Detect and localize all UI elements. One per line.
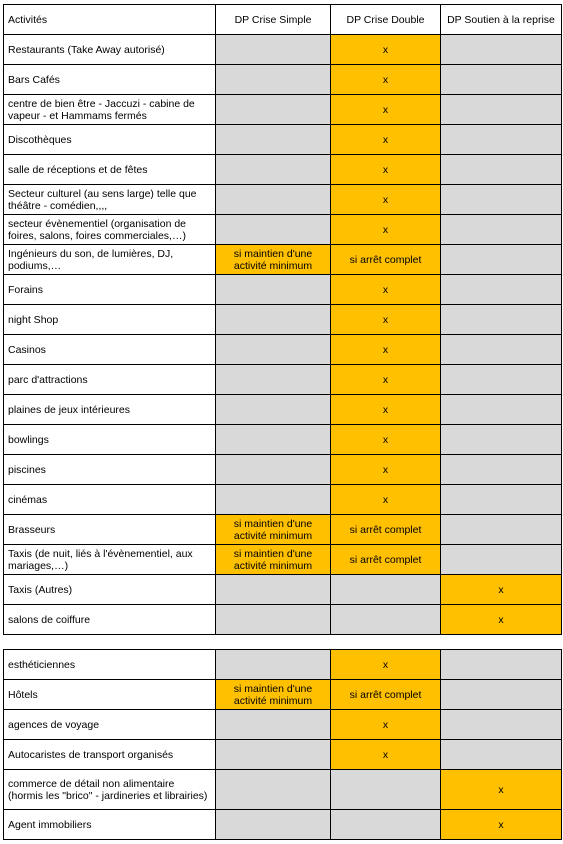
activity-label: [4, 335, 216, 365]
table-row: [4, 65, 562, 95]
empty-cell: [441, 650, 562, 680]
status-cell: [331, 515, 441, 545]
empty-cell: [441, 740, 562, 770]
empty-cell: [441, 305, 562, 335]
activity-label: [4, 155, 216, 185]
activity-label-text: plaines de jeux intérieures: [8, 403, 130, 416]
activity-label: [4, 275, 216, 305]
status-cell: [331, 125, 441, 155]
empty-cell: [216, 365, 331, 395]
status-cell: [331, 710, 441, 740]
empty-cell: [441, 425, 562, 455]
empty-cell: [216, 185, 331, 215]
status-cell: [331, 155, 441, 185]
status-cell: [331, 305, 441, 335]
status-cell: [331, 275, 441, 305]
status-cell-text: x: [498, 818, 504, 831]
table-row: [4, 275, 562, 305]
empty-cell: [441, 335, 562, 365]
table-row: [4, 395, 562, 425]
status-cell-text: x: [382, 403, 389, 416]
empty-cell: [216, 155, 331, 185]
activity-label: [4, 485, 216, 515]
activity-label: [4, 740, 216, 770]
status-cell-text: si arrêt complet: [349, 253, 422, 266]
table-row: [4, 740, 562, 770]
header-soutien-reprise: [441, 5, 562, 35]
status-cell: [331, 365, 441, 395]
activity-label-text: night Shop: [8, 313, 59, 326]
status-cell: [216, 545, 331, 575]
table-row: [4, 810, 562, 840]
status-cell-text: x: [382, 163, 389, 176]
status-cell: [216, 515, 331, 545]
header-crise-simple-text: DP Crise Simple: [234, 13, 312, 26]
activity-label-text: salle de réceptions et de fêtes: [8, 163, 148, 176]
status-cell: [441, 605, 562, 635]
status-cell: [441, 770, 562, 810]
activity-label-text: commerce de détail non alimentaire (hormis les "brico" - jardineries et librairies): [8, 777, 208, 802]
empty-cell: [216, 335, 331, 365]
empty-cell: [216, 395, 331, 425]
activity-label-text: cinémas: [8, 493, 48, 506]
activity-label-text: Taxis (Autres): [8, 583, 73, 596]
activity-label-text: salons de coiffure: [8, 613, 91, 626]
empty-cell: [441, 155, 562, 185]
activity-label: [4, 215, 216, 245]
empty-cell: [216, 215, 331, 245]
table-row: [4, 35, 562, 65]
status-cell-text: si maintien d'une activité minimum: [233, 517, 313, 542]
table-row: [4, 425, 562, 455]
status-cell-text: si maintien d'une activité minimum: [233, 247, 313, 272]
status-cell-text: si maintien d'une activité minimum: [233, 682, 313, 707]
activity-label-text: Autocaristes de transport organisés: [8, 748, 174, 761]
status-cell-text: x: [382, 193, 389, 206]
table-row: [4, 455, 562, 485]
activity-label: [4, 125, 216, 155]
activity-label: [4, 185, 216, 215]
status-cell: [441, 575, 562, 605]
empty-cell: [331, 810, 441, 840]
activity-label: [4, 305, 216, 335]
activity-label: [4, 810, 216, 840]
table-row: [4, 185, 562, 215]
empty-cell: [441, 245, 562, 275]
table-row: [4, 485, 562, 515]
activity-label: [4, 245, 216, 275]
empty-cell: [441, 365, 562, 395]
status-cell-text: x: [498, 583, 504, 596]
empty-cell: [441, 65, 562, 95]
status-cell: [331, 185, 441, 215]
activity-label-text: piscines: [8, 463, 46, 476]
header-crise-simple: [216, 5, 331, 35]
status-cell: [331, 650, 441, 680]
activity-label-text: Ingénieurs du son, de lumières, DJ, podiums,…: [8, 247, 174, 272]
activity-label-text: Taxis (de nuit, liés à l'évènementiel, aux mariages,…): [8, 547, 193, 572]
activity-label-text: Casinos: [8, 343, 46, 356]
status-cell: [331, 425, 441, 455]
empty-cell: [216, 125, 331, 155]
empty-cell: [441, 215, 562, 245]
status-cell: [331, 245, 441, 275]
activity-label: [4, 680, 216, 710]
empty-cell: [216, 305, 331, 335]
empty-cell: [216, 275, 331, 305]
activity-label: [4, 35, 216, 65]
empty-cell: [331, 770, 441, 810]
status-cell: [331, 485, 441, 515]
activity-label: [4, 365, 216, 395]
activity-label: [4, 605, 216, 635]
activity-label-text: Hôtels: [8, 688, 38, 701]
table-row: [4, 575, 562, 605]
activity-label-text: Restaurants (Take Away autorisé): [8, 43, 165, 56]
empty-cell: [216, 770, 331, 810]
table-row: [4, 305, 562, 335]
header-crise-double: [331, 5, 441, 35]
activity-label: [4, 545, 216, 575]
activity-label-text: Bars Cafés: [8, 73, 60, 86]
header-activites-text: Activités: [8, 13, 48, 26]
empty-cell: [216, 740, 331, 770]
table-row: [4, 155, 562, 185]
status-cell-text: si maintien d'une activité minimum: [233, 547, 313, 572]
empty-cell: [216, 810, 331, 840]
status-cell-text: x: [382, 748, 389, 761]
empty-cell: [216, 485, 331, 515]
status-cell-text: x: [382, 433, 389, 446]
status-cell: [441, 810, 562, 840]
empty-cell: [331, 605, 441, 635]
status-cell-text: x: [382, 493, 389, 506]
activity-label-text: bowlings: [8, 433, 49, 446]
status-cell: [331, 335, 441, 365]
empty-cell: [216, 35, 331, 65]
table-row: [4, 605, 562, 635]
table-row: [4, 215, 562, 245]
activity-label: [4, 425, 216, 455]
status-cell-text: x: [382, 658, 389, 671]
activity-label-text: Brasseurs: [8, 523, 56, 536]
status-cell-text: x: [382, 313, 389, 326]
empty-cell: [216, 65, 331, 95]
table-row: [4, 245, 562, 275]
activity-label-text: secteur évènementiel (organisation de foires, salons, foires commerciales,…): [8, 217, 187, 242]
table-row: [4, 650, 562, 680]
empty-cell: [331, 575, 441, 605]
activity-label: [4, 515, 216, 545]
empty-cell: [216, 425, 331, 455]
empty-cell: [216, 95, 331, 125]
activity-label: [4, 770, 216, 810]
status-cell: [331, 65, 441, 95]
status-cell-text: x: [382, 343, 389, 356]
table-row: [4, 95, 562, 125]
empty-cell: [441, 485, 562, 515]
activity-label: [4, 650, 216, 680]
activity-label-text: Discothèques: [8, 133, 72, 146]
empty-cell: [216, 605, 331, 635]
status-cell-text: x: [382, 73, 389, 86]
activity-label-text: Secteur culturel (au sens large) telle que théâtre - comédien,,,,: [8, 187, 197, 212]
table-row: [4, 680, 562, 710]
activities-table-continued: [3, 649, 562, 840]
header-activites: [4, 5, 216, 35]
status-cell: [331, 740, 441, 770]
activity-label-text: Agent immobiliers: [8, 818, 92, 831]
status-cell: [331, 455, 441, 485]
activities-table: [3, 4, 562, 635]
empty-cell: [441, 125, 562, 155]
activity-label: [4, 455, 216, 485]
empty-cell: [216, 455, 331, 485]
status-cell-text: x: [382, 103, 389, 116]
activity-label: [4, 65, 216, 95]
status-cell-text: x: [498, 613, 504, 626]
status-cell-text: x: [382, 283, 389, 296]
header-row: [4, 5, 562, 35]
status-cell: [216, 680, 331, 710]
table-row: [4, 710, 562, 740]
activity-label-text: esthéticiennes: [8, 658, 76, 671]
header-crise-double-text: DP Crise Double: [346, 13, 425, 26]
empty-cell: [441, 710, 562, 740]
activity-label-text: parc d'attractions: [8, 373, 88, 386]
empty-cell: [216, 650, 331, 680]
status-cell-text: x: [382, 223, 389, 236]
status-cell-text: si arrêt complet: [349, 523, 422, 536]
table-row: [4, 365, 562, 395]
status-cell-text: x: [382, 718, 389, 731]
activity-label-text: agences de voyage: [8, 718, 100, 731]
table-row: [4, 545, 562, 575]
empty-cell: [441, 545, 562, 575]
header-soutien-reprise-text: DP Soutien à la reprise: [447, 13, 555, 26]
status-cell-text: si arrêt complet: [349, 688, 422, 701]
activity-label: [4, 575, 216, 605]
table-row: [4, 770, 562, 810]
status-cell-text: x: [382, 373, 389, 386]
activity-label: [4, 710, 216, 740]
status-cell: [331, 35, 441, 65]
status-cell: [331, 545, 441, 575]
empty-cell: [441, 35, 562, 65]
table-row: [4, 335, 562, 365]
empty-cell: [441, 455, 562, 485]
empty-cell: [441, 185, 562, 215]
activity-label: [4, 95, 216, 125]
status-cell: [331, 395, 441, 425]
status-cell: [216, 245, 331, 275]
empty-cell: [441, 275, 562, 305]
empty-cell: [441, 515, 562, 545]
activity-label: [4, 395, 216, 425]
status-cell-text: x: [498, 783, 504, 796]
status-cell-text: x: [382, 43, 389, 56]
empty-cell: [441, 680, 562, 710]
status-cell-text: x: [382, 463, 389, 476]
empty-cell: [441, 95, 562, 125]
empty-cell: [441, 395, 562, 425]
status-cell-text: x: [382, 133, 389, 146]
empty-cell: [216, 575, 331, 605]
status-cell: [331, 215, 441, 245]
activity-label-text: Forains: [8, 283, 44, 296]
table-row: [4, 515, 562, 545]
activity-label-text: centre de bien être - Jaccuzi - cabine de vapeur - et Hammams fermés: [8, 97, 195, 122]
status-cell: [331, 680, 441, 710]
status-cell: [331, 95, 441, 125]
table-row: [4, 125, 562, 155]
empty-cell: [216, 710, 331, 740]
status-cell-text: si arrêt complet: [349, 553, 422, 566]
